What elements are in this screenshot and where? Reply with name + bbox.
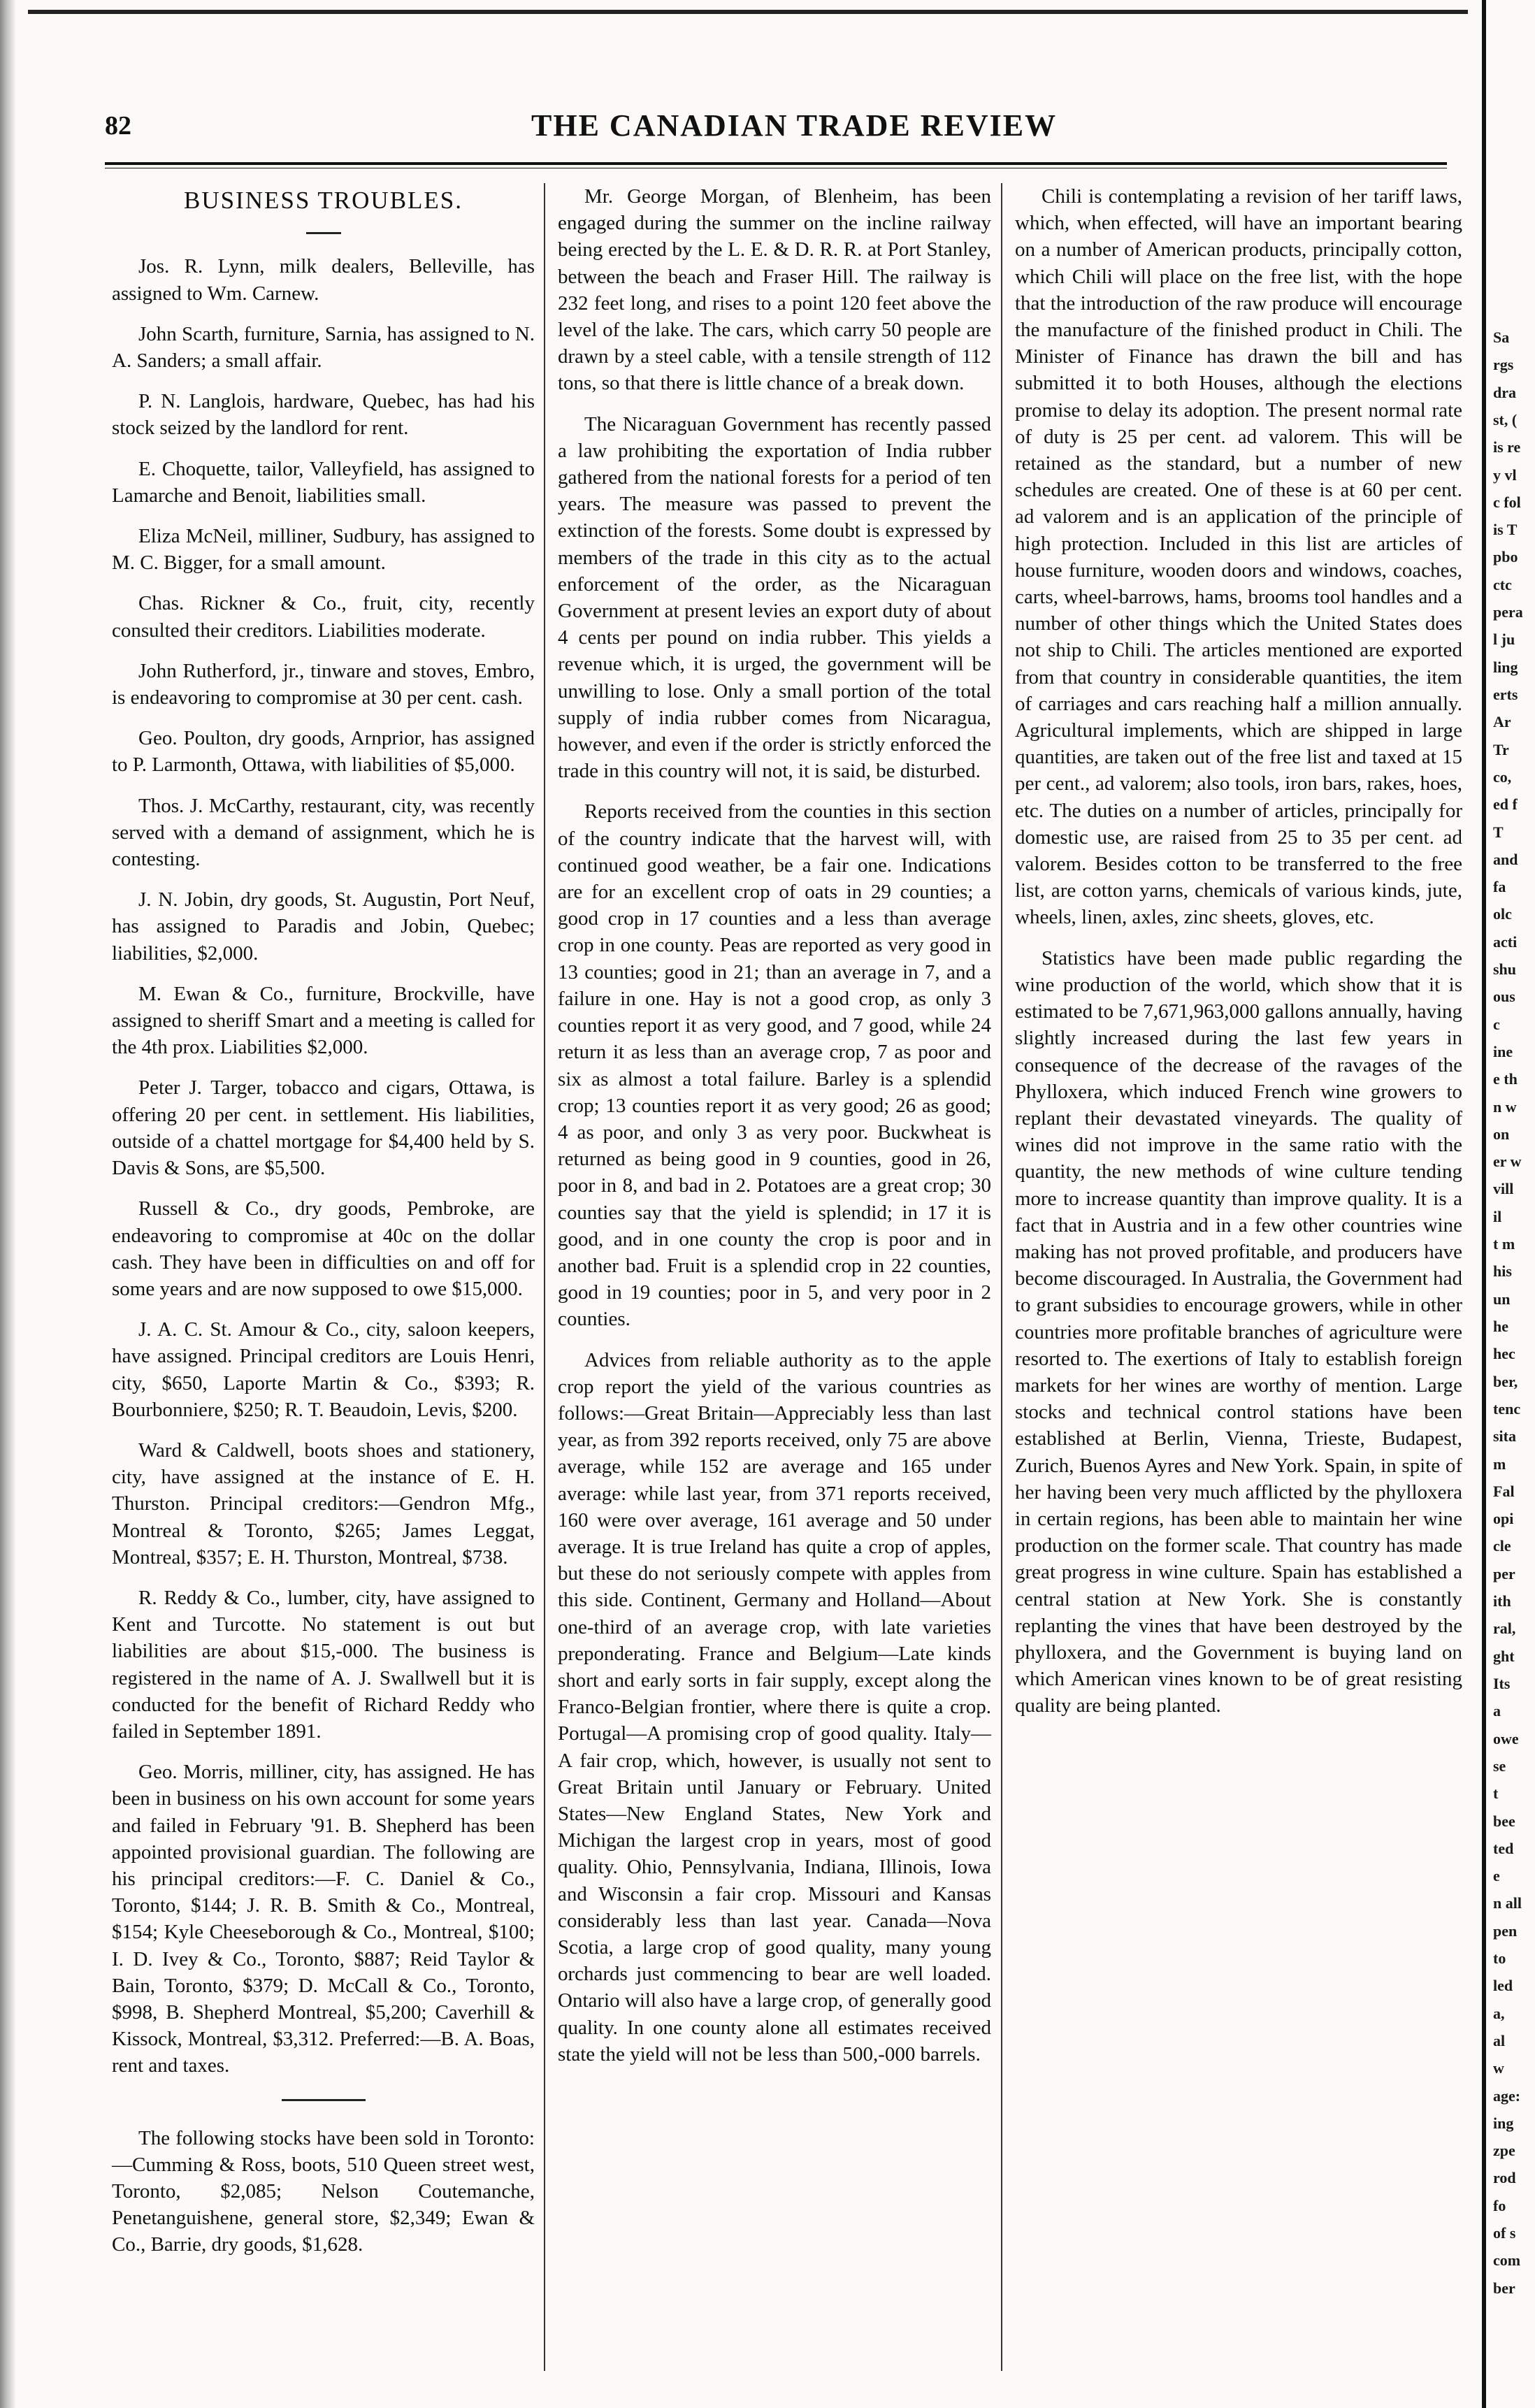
adjacent-text-fragment: a	[1493, 1702, 1501, 1720]
news-paragraph: Chili is contemplating a revision of her tariff laws, which, when effected, will have an important bearing on a number of American products, principally cotton, which Chili will place on the free list, with the hope that the introduction of the raw produce will encourage the manufacture of the finished product in Chili. The Minister of Finance has drawn the bill and has submitted it to both Houses, although the elections promise to delay its adoption. The present normal rate of duty is 25 per cent. ad valorem. This will be retained as the standard, but a number of new schedules are created. One of these is at 60 per cent. ad valorem and is an application of the principle of high protection. Included in this list are articles of house furniture, wooden doors and windows, coaches, carts, wheel-barrows, hams, brooms tool handles and a number of other things which the United States does not ship to Chili. The articles mentioned are exported from that country in considerable quantities, the item of carriages and cars reaching half a million annually. Agricultural implements, which are shipped in large quantities, are taken out of the free list and taxed at 15 per cent., ad valorem; also tools, iron bars, rakes, hoes, etc. The duties on a number of articles, principally for domestic use, are raised from 25 to 35 per cent. ad valorem. Besides cotton to be transferred to the free list, are cotton yarns, chemicals of various kinds, jute, wheels, linen, axles, zinc sheets, gloves, etc.	[1015, 185, 1462, 929]
adjacent-text-fragment: un	[1493, 1290, 1511, 1308]
adjacent-text-fragment: er w	[1493, 1153, 1522, 1171]
heading-dash	[112, 218, 535, 245]
business-trouble-item: Chas. Rickner & Co., fruit, city, recently consulted their creditors. Liabilities moderate.	[112, 592, 535, 642]
adjacent-text-fragment: age:	[1493, 2086, 1521, 2105]
adjacent-text-fragment: Ar	[1493, 713, 1511, 731]
adjacent-text-fragment: co,	[1493, 767, 1512, 786]
section-heading: BUSINESS TROUBLES.	[183, 187, 463, 214]
adjacent-text-fragment: com	[1493, 2251, 1521, 2270]
adjacent-text-fragment: ght	[1493, 1647, 1515, 1665]
adjacent-text-fragment: T	[1493, 823, 1504, 841]
business-trouble-item: Peter J. Targer, tobacco and cigars, Ottawa, is offering 20 per cent. in settlement. His liabilities, outside of a chattel mortgage for $4,400 held by S. Davis & Sons, are $5,500.	[112, 1076, 535, 1180]
business-trouble-item: E. Choquette, tailor, Valleyfield, has assigned to Lamarche and Benoit, liabilities small.	[112, 457, 535, 507]
adjacent-text-fragment: e th	[1493, 1070, 1518, 1088]
business-trouble-item: Geo. Poulton, dry goods, Arnprior, has assigned to P. Larmonth, Ottawa, with liabilities of $5,000.	[112, 727, 535, 777]
adjacent-text-fragment: dra	[1493, 383, 1516, 401]
business-trouble-item: M. Ewan & Co., furniture, Brockville, have assigned to sheriff Smart and a meeting is called for the 4th prox. Liabilities $2,000.	[112, 982, 535, 1059]
adjacent-text-fragment: to	[1493, 1949, 1506, 1968]
adjacent-text-fragment: of s	[1493, 2224, 1516, 2242]
adjacent-text-fragment: y vl	[1493, 466, 1517, 484]
adjacent-text-fragment: ling	[1493, 658, 1518, 676]
adjacent-text-fragment: his	[1493, 1262, 1512, 1281]
adjacent-text-fragment: tenc	[1493, 1399, 1521, 1418]
adjacent-text-fragment: rgs	[1493, 356, 1514, 374]
adjacent-text-fragment: on	[1493, 1125, 1510, 1143]
header-rule	[105, 162, 1447, 165]
publication-title: THE CANADIAN TRADE REVIEW	[531, 108, 1058, 143]
adjacent-text-fragment: is re	[1493, 438, 1521, 456]
business-trouble-item: Geo. Morris, milliner, city, has assigned. He has been in business on his own account for some years and failed in February '91. B. Shepherd has been appointed provisional guardian. The following are his principal creditors:—F. C. Daniel & Co., Toronto, $144; J. R. B. Smith & Co., Montreal, $154; Kyle Cheeseborough & Co., Montreal, $100; I. D. Ivey & Co., Toronto, $887; Reid Taylor & Bain, Toronto, $379; D. McCall & Co., Toronto, $998, B. Shepherd Montreal, $5,200; Caverhill & Kissock, Montreal, $3,312. Preferred:—B. A. Boas, rent and taxes.	[112, 1761, 535, 2077]
business-trouble-item: Eliza McNeil, milliner, Sudbury, has assigned to M. C. Bigger, for a small amount.	[112, 525, 535, 575]
section-separator	[282, 2099, 366, 2101]
adjacent-text-fragment: rod	[1493, 2169, 1516, 2187]
adjacent-text-fragment: cle	[1493, 1537, 1511, 1555]
column-divider-2	[1001, 183, 1002, 2371]
adjacent-text-fragment: opi	[1493, 1510, 1514, 1528]
adjacent-text-fragment: ed f	[1493, 795, 1518, 814]
adjacent-text-fragment: ted	[1493, 1839, 1514, 1857]
business-troubles-list	[112, 253, 535, 2079]
adjacent-text-fragment: erts	[1493, 685, 1518, 703]
column-news-middle	[558, 183, 991, 2082]
adjacent-text-fragment: n w	[1493, 1097, 1517, 1116]
adjacent-text-fragment: Sa	[1493, 329, 1510, 346]
top-border-rule	[28, 10, 1468, 14]
adjacent-text-fragment: fa	[1493, 878, 1506, 896]
adjacent-text-fragment: ing	[1493, 2114, 1514, 2132]
news-paragraph: Advices from reliable authority as to the apple crop report the yield of the various countries as follows:—Great Britain—Appreciably less than last year, as from 392 reports received, only 75 are above average, while 152 are average and 165 under average: while last year, from 371 reports received, 160 were over average, 161 average and 50 under average. It is true Ireland has quite a crop of apples, but these do not seriously compete with apples from this side. Continent, Germany and Holland—About one-third of an average crop, with late varieties preponderating. France and Belgium—Late kinds short and early sorts in fair supply, except along the Franco-Belgian frontier, where there is quite a crop. Portugal—A promising crop of good quality. Italy—A fair crop, which, however, is usually not sent to Great Britain until January or February. United States—New England States, New York and Michigan the largest crop in years, most of good quality. Ohio, Pennsylvania, Indiana, Illinois, Iowa and Wisconsin a fair crop. Missouri and Kansas considerably less than last year. Canada—Nova Scotia, a large crop of good quality, many young orchards just commencing to bear are well loaded. Ontario will also have a large crop, of generally good quality. In one county alone all estimates received state the yield will not be less than 500,-000 barrels.	[558, 1348, 991, 2065]
news-paragraph: Reports received from the counties in this section of the country indicate that the harvest will, with continued good weather, be a fair one. Indications are for an excellent crop of oats in 29 counties; a good crop in 17 counties and a less than average crop in one county. Peas are reported as very good in 13 counties; good in 21; than an average in 7, and a failure in one. Hay is not a good crop, as only 3 counties report it as very good, and 7 good, while 24 return it as less than an average crop, 7 as poor and six as almost a total failure. Barley is a splendid crop; 13 counties report it as very good; 26 as good; 4 as poor, and only 3 as very poor. Buckwheat is returned as being good in 9 counties, good in 26, poor in 8, and bad in 2. Potatoes are a great crop; 30 counties say that the yield is splendid; in 17 it is good, and in one county the crop is poor and in another bad. Fruit is a splendid crop in 22 counties, good in 19 counties; poor in 5, and very poor in 2 counties.	[558, 800, 991, 1331]
adjacent-text-fragment: shu	[1493, 960, 1517, 979]
adjacent-text-fragment: ith	[1493, 1592, 1511, 1610]
adjacent-text-fragment: st, (	[1493, 410, 1518, 428]
news-paragraph: Statistics have been made public regarding the wine production of the world, which show that it is estimated to be 7,671,963,000 gallons annually, having slightly increased during the last few years in consequence of the decrease of the ravages of the Phylloxera, which induced French wine growers to replant their devastated vineyards. The quality of wines did not improve in the same ratio with the quantity, the new methods of wine culture tending more to increase quantity than improve quality. It is a fact that in Austria and in a few other countries wine making has not proved profitable, and producers have become discouraged. In Australia, the Government had to grant subsidies to encourage growers, while in other countries more profitable branches of agriculture were resorted to. The exertions of Italy to establish foreign markets for her wines are worthy of mention. Large stocks and technical control stations have been established at Berlin, Vienna, Trieste, Budapest, Zurich, Buenos Ayres and New York. Spain, in spite of her having been very much afflicted by the phylloxera in certain regions, has been able to maintain her wine production on the former scale. That country has made great progress in wine culture. Spain has established a central station at New York. She is constantly replanting the vines that have been destroyed by the phylloxera, and the Government is buying land on which American vines known to be of great resisting quality are being planted.	[1015, 946, 1462, 1717]
adjacent-text-fragment: ine	[1493, 1042, 1513, 1060]
adjacent-text-fragment: ral,	[1493, 1620, 1516, 1638]
adjacent-text-fragment: m	[1493, 1455, 1506, 1473]
adjacent-text-fragment: l ju	[1493, 630, 1515, 649]
news-paragraph: Mr. George Morgan, of Blenheim, has been engaged during the summer on the incline railway being erected by the L. E. & D. R. R. at Port Stanley, between the beach and Fraser Hill. The railway is 232 feet long, and rises to a point 120 feet above the level of the lake. The cars, which carry 50 people are drawn by a steel cable, with a tensile strength of 112 tons, so that there is little chance of a break down.	[558, 185, 991, 395]
adjacent-text-fragment: t	[1493, 1785, 1499, 1803]
adjacent-text-fragment: Its	[1493, 1674, 1511, 1692]
adjacent-text-fragment: acti	[1493, 932, 1518, 951]
news-paragraph: The Nicaraguan Government has recently passed a law prohibiting the exportation of India rubber gathered from the national forests for a period of ten years. The measure was passed to prevent the extinction of the forests. Some doubt is expressed by members of the trade in this city as to the actual enforcement of the order, as the Nicaraguan Government at present levies an export duty of about 4 cents per pound on india rubber. This yields a revenue which, it is urged, the government will be unwilling to lose. Only a small portion of the total supply of india rubber comes from Nicaragua, however, and even if the order is strictly enforced the trade in this country will not, it is said, be disturbed.	[558, 412, 991, 783]
adjacent-text-fragment: led	[1493, 1977, 1513, 1995]
adjacent-text-fragment: ber	[1493, 2279, 1515, 2297]
business-trouble-item: J. A. C. St. Amour & Co., city, saloon keepers, have assigned. Principal creditors are Louis Henri, city, $650, Laporte Martin & Co., $393; R. Bourbonniere, $250; R. T. Beaudoin, Levis, $200.	[112, 1318, 535, 1421]
adjacent-text-fragment: and	[1493, 850, 1518, 868]
scan-edge-shadow	[0, 0, 15, 2408]
adjacent-text-fragment: pera	[1493, 603, 1523, 621]
business-trouble-item: P. N. Langlois, hardware, Quebec, has had his stock seized by the landlord for rent.	[112, 390, 535, 440]
adjacent-text-fragment: owe	[1493, 1729, 1519, 1747]
adjacent-text-fragment: t m	[1493, 1235, 1515, 1253]
adjacent-text-fragment: vill	[1493, 1180, 1514, 1198]
business-trouble-item: Ward & Caldwell, boots shoes and stationery, city, have assigned at the instance of E. H. Thurston. Principal creditors:—Gendron Mfg., Montreal & Toronto, $265; James Leggat, Montreal, $357; E. H. Thurston, Montreal, $738.	[112, 1439, 535, 1569]
adjacent-text-fragment: il	[1493, 1207, 1502, 1225]
adjacent-text-fragment: c	[1493, 1015, 1500, 1033]
business-trouble-item: Russell & Co., dry goods, Pembroke, are endeavoring to compromise at 40c on the dollar cash. They have been in difficulties on and off for some years and are now supposed to owe $15,000.	[112, 1197, 535, 1300]
adjacent-text-fragment: pen	[1493, 1922, 1518, 1940]
business-trouble-item: J. N. Jobin, dry goods, St. Augustin, Port Neuf, has assigned to Paradis and Jobin, Quebec; liabilities, $2,000.	[112, 888, 535, 965]
adjacent-text-fragment: per	[1493, 1564, 1515, 1582]
business-trouble-item: Thos. J. McCarthy, restaurant, city, was recently served with a demand of assignment, which he is contesting.	[112, 794, 535, 871]
adjacent-text-fragment: ber,	[1493, 1372, 1518, 1390]
stocks-sold-paragraph: The following stocks have been sold in Toronto:—Cumming & Ross, boots, 510 Queen street west, Toronto, $2,085; Nelson Coutemanche, Penetanguishene, general store, $2,349; Ewan & Co., Barrie, dry goods, $1,628.	[112, 2126, 535, 2256]
adjacent-text-fragment: bee	[1493, 1812, 1515, 1830]
adjacent-text-fragment: is T	[1493, 521, 1518, 539]
adjacent-text-fragment: pbo	[1493, 548, 1518, 566]
adjacent-text-fragment: Tr	[1493, 740, 1509, 758]
adjacent-text-fragment: se	[1493, 1757, 1506, 1775]
adjacent-text-fragment: ctc	[1493, 575, 1512, 593]
adjacent-text-fragment: w	[1493, 2059, 1504, 2077]
business-trouble-item: Jos. R. Lynn, milk dealers, Belleville, has assigned to Wm. Carnew.	[112, 255, 535, 305]
adjacent-text-fragment: fo	[1493, 2196, 1506, 2214]
adjacent-text-fragment: c fol	[1493, 493, 1521, 511]
business-trouble-item: R. Reddy & Co., lumber, city, have assigned to Kent and Turcotte. No statement is out but liabilities are about $15,-000. The business is registered in the name of A. J. Swallwell but it is conducted for the benefit of Richard Reddy who failed in September 1891.	[112, 1586, 535, 1743]
adjacent-text-fragment: he	[1493, 1318, 1508, 1335]
column-news-right	[1015, 183, 1462, 1733]
page-header	[105, 105, 1433, 147]
adjacent-text-fragment: ous	[1493, 988, 1515, 1006]
business-trouble-item: John Scarth, furniture, Sarnia, has assigned to N. A. Sanders; a small affair.	[112, 322, 535, 373]
adjacent-text-fragment: sita	[1493, 1427, 1516, 1445]
adjacent-text-fragment: al	[1493, 2031, 1506, 2049]
column-divider-1	[544, 183, 545, 2371]
adjacent-text-fragment: n all	[1493, 1894, 1522, 1912]
business-trouble-item: John Rutherford, jr., tinware and stoves, Embro, is endeavoring to compromise at 30 per cent. cash.	[112, 659, 535, 709]
adjacent-text-fragment: hec	[1493, 1345, 1515, 1363]
adjacent-text-fragment: a,	[1493, 2004, 1505, 2022]
adjacent-page-strip	[1482, 0, 1535, 2408]
adjacent-text-fragment: Fal	[1493, 1482, 1515, 1500]
column-business-troubles	[112, 183, 535, 2272]
adjacent-text-fragment: olc	[1493, 905, 1512, 923]
adjacent-text-fragment: e	[1493, 1867, 1500, 1885]
page-number: 82	[105, 111, 131, 140]
adjacent-text-fragment: zpe	[1493, 2142, 1515, 2160]
